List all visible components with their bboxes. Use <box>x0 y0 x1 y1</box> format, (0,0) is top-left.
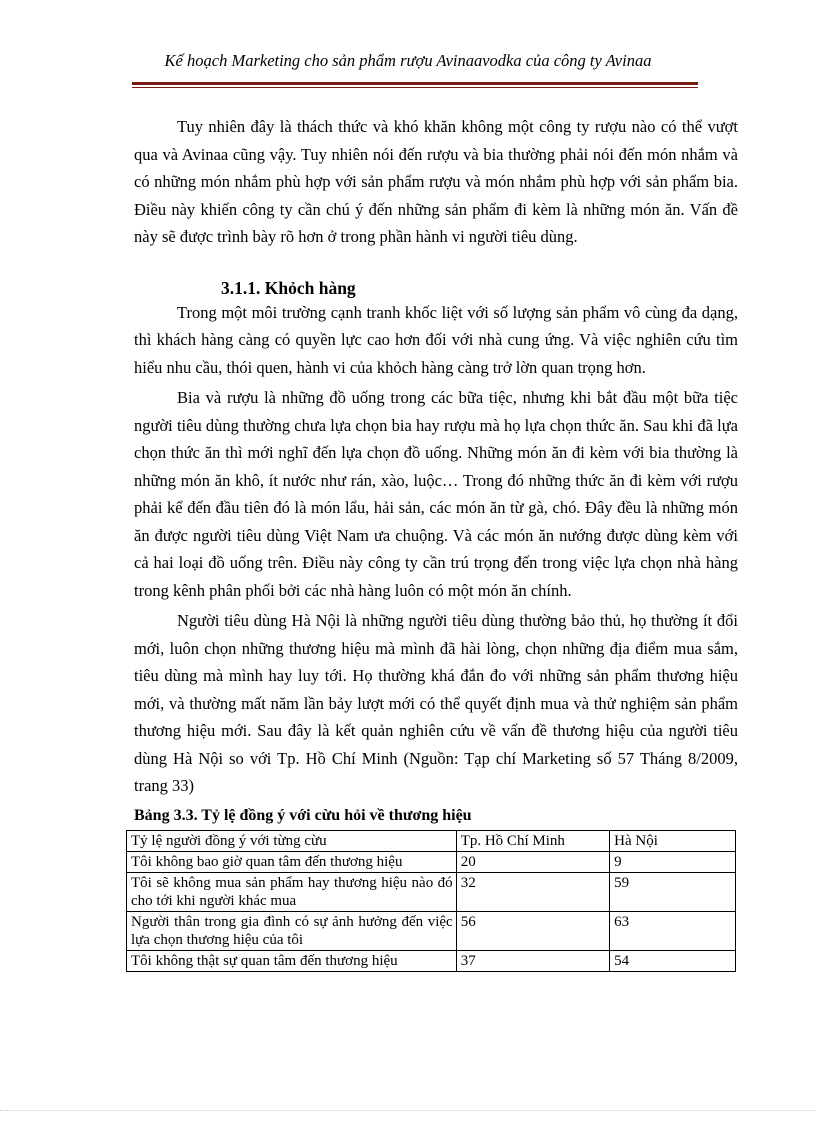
table-cell-question: Tôi không bao giờ quan tâm đến thương hiệu <box>127 851 457 872</box>
table-cell-hn: 59 <box>610 872 736 911</box>
table-header-cell: Tỷ lệ người đồng ý với từng cừu <box>127 830 457 851</box>
intro-paragraph: Tuy nhiên đây là thách thức và khó khăn không một công ty rượu nào có thể vượt qua và Avinaa cũng vậy. Tuy nhiên nói đến rượu và bia thường phải nói đến món nhắm và có những món nhắm phù hợp với sản phẩm rượu và món nhắm phù hợp với sản phẩm bia. Điều này khiến công ty cần chú ý đến những sản phẩm đi kèm là những món ăn. Vấn đề này sẽ được trình bày rõ hơn ở trong phần hành vi người tiêu dùng. <box>134 117 738 246</box>
page-header-title: Kế hoạch Marketing cho sản phẩm rượu Avinaavodka của công ty Avinaa <box>164 51 652 70</box>
header-rule-thin <box>132 87 698 88</box>
table-header-cell: Hà Nội <box>610 830 736 851</box>
table-header-cell: Tp. Hồ Chí Minh <box>456 830 609 851</box>
table-cell-hcm: 56 <box>456 911 609 950</box>
section-paragraph-2: Bia và rượu là những đồ uống trong các bữa tiệc, nhưng khi bắt đầu một bữa tiệc người tiêu dùng thường chưa lựa chọn bia hay rượu mà họ lựa chọn thức ăn. Sau khi đã lựa chọn thức ăn thì mới nghĩ đến lựa chọn đồ uống. Những món ăn đi kèm với bia thường là những món ăn khô, ít nước như rán, xào, luộc… Trong đó những thức ăn đi kèm với rượu phải kể đến đầu tiên đó là món lẩu, hải sản, các món ăn từ gà, chó. Đây đều là những món ăn được người tiêu dùng Việt Nam ưa chuộng. Và các món ăn nướng được dùng kèm với cả hai loại đồ uống trên. Điều này công ty cần trú trọng đến trong việc lựa chọn nhà hàng trong kênh phân phối bởi các nhà hàng luôn có một món ăn chính. <box>134 388 738 600</box>
table-cell-hcm: 32 <box>456 872 609 911</box>
table-row <box>127 911 736 950</box>
section-paragraph-1: Trong một môi trường cạnh tranh khốc liệt với số lượng sản phẩm vô cùng đa dạng, thì khách hàng càng có quyền lực cao hơn đối với nhà cung ứng. Và việc nghiên cứu tìm hiểu nhu cầu, thói quen, hành vi của khỏch hàng càng trở lờn quan trọng hơn. <box>134 302 738 377</box>
table-cell-hcm: 20 <box>456 851 609 872</box>
brand-agreement-table <box>126 830 736 972</box>
table-cell-hcm: 37 <box>456 950 609 971</box>
table-cell-question: Tôi không thật sự quan tâm đến thương hiệu <box>127 950 457 971</box>
table-header-row <box>127 830 736 851</box>
page-bottom-divider <box>0 1110 816 1112</box>
document-body <box>131 113 738 972</box>
section-heading: 3.1.1. Khỏch hàng <box>221 277 356 298</box>
table-cell-question: Tôi sẽ không mua sản phẩm hay thương hiệu nào đó cho tới khi người khác mua <box>127 872 457 911</box>
table-cell-hn: 54 <box>610 950 736 971</box>
table-row <box>127 851 736 872</box>
header-rule-thick <box>132 82 698 85</box>
table-cell-hn: 63 <box>610 911 736 950</box>
section-paragraph-3: Người tiêu dùng Hà Nội là những người tiêu dùng thường bảo thủ, họ thường ít đổi mới, luôn chọn những thương hiệu mà mình đã hài lòng, chọn những địa điểm mua sắm, tiêu dùng mà mình hay luy tới. Họ thường khá đắn đo với những sản phẩm thương hiệu mới, và thường mất năm lần bảy lượt mới có thể quyết định mua và thử nghiệm sản phẩm thương hiệu mới. Sau đây là kết quản nghiên cứu về vấn đề thương hiệu của người tiêu dùng Hà Nội so với Tp. Hồ Chí Minh (Nguồn: Tạp chí Marketing số 57 Tháng 8/2009, trang 33) <box>134 611 738 795</box>
table-row <box>127 950 736 971</box>
table-title: Bảng 3.3. Tỷ lệ đồng ý với cừu hỏi về thương hiệu <box>134 806 472 824</box>
table-cell-question: Người thân trong gia đình có sự ảnh hưởng đến việc lựa chọn thương hiệu của tôi <box>127 911 457 950</box>
table-row <box>127 872 736 911</box>
table-cell-hn: 9 <box>610 851 736 872</box>
